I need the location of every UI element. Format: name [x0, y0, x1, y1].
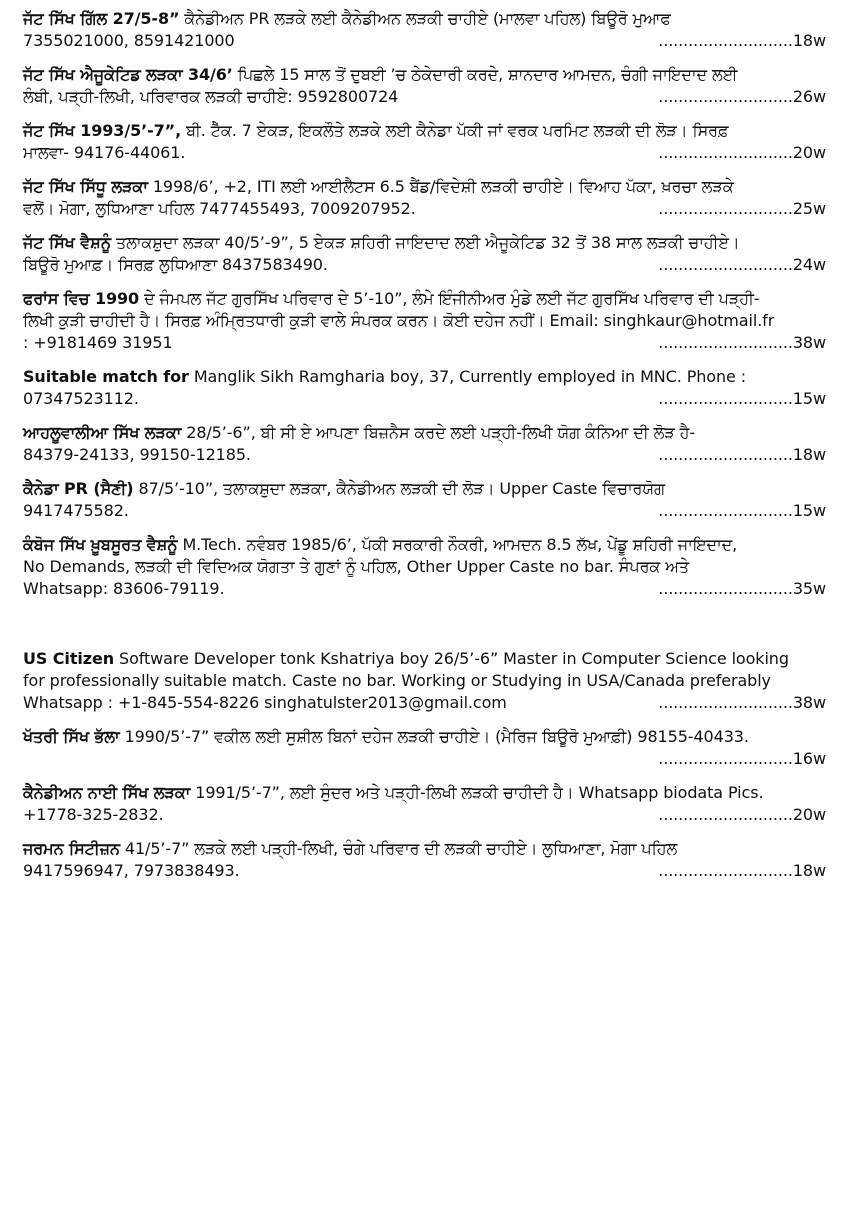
ad-text: ਪਿਛਲੇ 15 ਸਾਲ ਤੋਂ ਦੁਬਈ ’ਚ ਠੇਕੇਦਾਰੀ ਕਰਦੇ, ਸ਼ਾਨਦਾਰ ਆਮਦਨ, ਚੰਗੀ ਜਾਇਦਾਦ ਲਈ	[237, 65, 738, 84]
ad-headline: ਜੱਟ ਸਿੱਖ ਐਜੂਕੇਟਿਡ ਲੜਕਾ 34/6’	[23, 65, 233, 84]
ad-contact: ਬਿਊਰੋ ਮੁਆਫ਼। ਸਿਰਫ਼ ਲੁਧਿਆਣਾ 8437583490.	[23, 255, 328, 274]
ad-headline: Suitable match for	[23, 367, 189, 386]
ad-11	[23, 648, 826, 714]
ad-week: 38w	[792, 333, 826, 352]
ad-week: 20w	[792, 805, 826, 824]
ad-week: 18w	[792, 861, 826, 880]
ad-week: 35w	[792, 579, 826, 598]
ad-text: ਕੈਨੇਡੀਅਨ PR ਲੜਕੇ ਲਈ ਕੈਨੇਡੀਅਨ ਲੜਕੀ ਚਾਹੀਏ (ਮਾਲਵਾ ਪਹਿਲ) ਬਿਊਰੋ ਮੁਆਫ	[184, 9, 671, 28]
ad-5	[23, 232, 826, 276]
ad-7	[23, 366, 826, 410]
ad-headline: ਆਹਲੂਵਾਲੀਆ ਸਿੱਖ ਲੜਕਾ	[23, 423, 182, 442]
ad-headline: ਕੰਬੋਜ ਸਿੱਖ ਖ਼ੂਬਸੂਰਤ ਵੈਸ਼ਨੂੰ	[23, 535, 178, 554]
ad-text: M.Tech. ਨਵੰਬਰ 1985/6’, ਪੱਕੀ ਸਰਕਾਰੀ ਨੌਕਰੀ, ਆਮਦਨ 8.5 ਲੱਖ, ਪੇਂਡੂ ਸ਼ਹਿਰੀ ਜਾਇਦਾਦ,	[182, 535, 738, 554]
ad-contact: ਮਾਲਵਾ- 94176-44061.	[23, 143, 186, 162]
dot-leader: ...........................	[658, 87, 793, 106]
ad-contact: Whatsapp: 83606-79119.	[23, 579, 225, 598]
ad-contact: 9417596947, 7973838493.	[23, 861, 240, 880]
ad-6	[23, 288, 826, 354]
ad-week: 18w	[792, 445, 826, 464]
ad-text: ਤਲਾਕਸ਼ੁਦਾ ਲੜਕਾ 40/5’-9”, 5 ਏਕੜ ਸ਼ਹਿਰੀ ਜਾਇਦਾਦ ਲਈ ਐਜੂਕੇਟਿਡ 32 ਤੋਂ 38 ਸਾਲ ਲੜਕੀ ਚਾਹੀਏ।	[115, 233, 740, 252]
dot-leader: ...........................	[658, 579, 793, 598]
ad-contact: : +9181469 31951	[23, 333, 173, 352]
ad-1	[23, 8, 826, 52]
ad-contact: 7355021000, 8591421000	[23, 31, 235, 50]
ad-week: 26w	[792, 87, 826, 106]
dot-leader: ...........................	[658, 693, 793, 712]
dot-leader: ...........................	[658, 199, 793, 218]
ad-text: 1991/5’-7”, ਲਈ ਸੁੰਦਰ ਅਤੇ ਪੜ੍ਹੀ-ਲਿਖੀ ਲੜਕੀ ਚਾਹੀਦੀ ਹੈ। Whatsapp biodata Pics.	[195, 783, 764, 802]
ad-text: ਬੀ. ਟੈੱਕ. 7 ਏਕੜ, ਇਕਲੌਤੇ ਲੜਕੇ ਲਈ ਕੈਨੇਡਾ ਪੱਕੀ ਜਾਂ ਵਰਕ ਪਰਮਿਟ ਲੜਕੀ ਦੀ ਲੋੜ। ਸਿਰਫ਼	[186, 121, 729, 140]
ad-headline: ਕੈਨੇਡਾ PR (ਸੈਣੀ)	[23, 479, 134, 498]
ad-text: No Demands, ਲੜਕੀ ਦੀ ਵਿਦਿਅਕ ਯੋਗਤਾ ਤੇ ਗੁਣਾਂ ਨੂੰ ਪਹਿਲ, Other Upper Caste no bar. ਸੰਪਰਕ ਅਤੇ	[23, 557, 690, 576]
ad-text: Manglik Sikh Ramgharia boy, 37, Currently employed in MNC. Phone :	[193, 367, 747, 386]
ad-week: 20w	[792, 143, 826, 162]
ad-text: 41/5’-7” ਲੜਕੇ ਲਈ ਪੜ੍ਹੀ-ਲਿਖੀ, ਚੰਗੇ ਪਰਿਵਾਰ ਦੀ ਲੜਕੀ ਚਾਹੀਏ। ਲੁਧਿਆਣਾ, ਮੋਗਾ ਪਹਿਲ	[124, 839, 678, 858]
ad-contact: ਵਲੋਂ। ਮੋਗਾ, ਲੁਧਿਆਣਾ ਪਹਿਲ 7477455493, 7009207952.	[23, 199, 416, 218]
dot-leader: ...........................	[658, 805, 793, 824]
ad-week: 38w	[792, 693, 826, 712]
ad-headline: ਜੱਟ ਸਿੱਖ ਵੈਸ਼ਨੂੰ	[23, 233, 111, 252]
ad-headline: ਖੱਤਰੀ ਸਿੱਖ ਭੱਲਾ	[23, 727, 120, 746]
ad-text: 1998/6’, +2, ITI ਲਈ ਆਈਲੈਟਸ 6.5 ਬੈਂਡ/ਵਿਦੇਸ਼ੀ ਲੜਕੀ ਚਾਹੀਏ। ਵਿਆਹ ਪੱਕਾ, ਖ਼ਰਚਾ ਲੜਕੇ	[152, 177, 734, 196]
ad-headline: ਜੱਟ ਸਿੱਖ ਸਿੱਧੂ ਲੜਕਾ	[23, 177, 148, 196]
dot-leader: ...........................	[658, 143, 793, 162]
section-gap	[23, 612, 826, 648]
dot-leader: ...........................	[658, 445, 793, 464]
dot-leader: ...........................	[658, 31, 793, 50]
ad-headline: US Citizen	[23, 649, 115, 668]
ad-14	[23, 838, 826, 882]
ad-9	[23, 478, 826, 522]
dot-leader: ...........................	[658, 749, 793, 768]
ad-text: for professionally suitable match. Caste no bar. Working or Studying in USA/Canada preferably	[23, 671, 771, 690]
ad-week: 18w	[792, 31, 826, 50]
ad-12	[23, 726, 826, 770]
ad-text: 28/5’-6”, ਬੀ ਸੀ ਏ ਆਪਣਾ ਬਿਜ਼ਨੈਸ ਕਰਦੇ ਲਈ ਪੜ੍ਹੀ-ਲਿਖੀ ਯੋਗ ਕੰਨਿਆ ਦੀ ਲੋੜ ਹੈ-	[186, 423, 696, 442]
ad-headline: ਜੱਟ ਸਿੱਖ 1993/5’-7”,	[23, 121, 182, 140]
ad-headline: ਫਰਾਂਸ ਵਿਚ 1990	[23, 289, 140, 308]
ad-week: 25w	[792, 199, 826, 218]
ad-contact: 9417475582.	[23, 501, 129, 520]
ad-headline: ਜਰਮਨ ਸਿਟੀਜ਼ਨ	[23, 839, 120, 858]
dot-leader: ...........................	[658, 389, 793, 408]
ad-text: 87/5’-10”, ਤਲਾਕਸ਼ੁਦਾ ਲੜਕਾ, ਕੈਨੇਡੀਅਨ ਲੜਕੀ ਦੀ ਲੋੜ। Upper Caste ਵਿਚਾਰਯੋਗ	[138, 479, 666, 498]
dot-leader: ...........................	[658, 501, 793, 520]
dot-leader: ...........................	[658, 255, 793, 274]
dot-leader: ...........................	[658, 861, 793, 880]
ad-contact: Whatsapp : +1-845-554-8226 singhatulster2013@gmail.com	[23, 693, 507, 712]
ad-contact: 84379-24133, 99150-12185.	[23, 445, 251, 464]
ad-text: Software Developer tonk Kshatriya boy 26/5’-6” Master in Computer Science looking	[119, 649, 789, 668]
ad-week: 16w	[792, 749, 826, 768]
ad-10	[23, 534, 826, 600]
ad-contact: 07347523112.	[23, 389, 139, 408]
ad-headline: ਕੈਨੇਡੀਅਨ ਨਾਈ ਸਿੱਖ ਲੜਕਾ	[23, 783, 191, 802]
ad-contact: ਲੰਬੀ, ਪੜ੍ਹੀ-ਲਿਖੀ, ਪਰਿਵਾਰਕ ਲੜਕੀ ਚਾਹੀਏ: 9592800724	[23, 87, 399, 106]
dot-leader: ...........................	[658, 333, 793, 352]
ad-contact: +1778-325-2832.	[23, 805, 164, 824]
ad-8	[23, 422, 826, 466]
ad-13	[23, 782, 826, 826]
ad-text: 1990/5’-7” ਵਕੀਲ ਲਈ ਸੁਸ਼ੀਲ ਬਿਨਾਂ ਦਹੇਜ ਲੜਕੀ ਚਾਹੀਏ। (ਮੈਰਿਜ ਬਿਊਰੋ ਮੁਆਫ਼ੀ) 98155-40433.	[124, 727, 749, 746]
ad-3	[23, 120, 826, 164]
ad-4	[23, 176, 826, 220]
ad-text: ਦੇ ਜੰਮਪਲ ਜੱਟ ਗੁਰਸਿੱਖ ਪਰਿਵਾਰ ਦੇ 5’-10”, ਲੰਮੇ ਇੰਜੀਨੀਅਰ ਮੁੰਡੇ ਲਈ ਜੱਟ ਗੁਰਸਿੱਖ ਪਰਿਵਾਰ ਦੀ ਪੜ੍ਹੀ-	[144, 289, 760, 308]
ad-week: 24w	[792, 255, 826, 274]
ad-text: ਲਿਖੀ ਕੁੜੀ ਚਾਹੀਦੀ ਹੈ। ਸਿਰਫ਼ ਅੰਮ੍ਰਿਤਧਾਰੀ ਕੁੜੀ ਵਾਲੇ ਸੰਪਰਕ ਕਰਨ। ਕੋਈ ਦਹੇਜ ਨਹੀਂ। Email: singhkaur@hotmail.fr	[23, 311, 775, 330]
ad-week: 15w	[792, 501, 826, 520]
ad-headline: ਜੱਟ ਸਿੱਖ ਗਿੱਲ 27/5-8”	[23, 9, 180, 28]
ad-week: 15w	[792, 389, 826, 408]
ad-2	[23, 64, 826, 108]
